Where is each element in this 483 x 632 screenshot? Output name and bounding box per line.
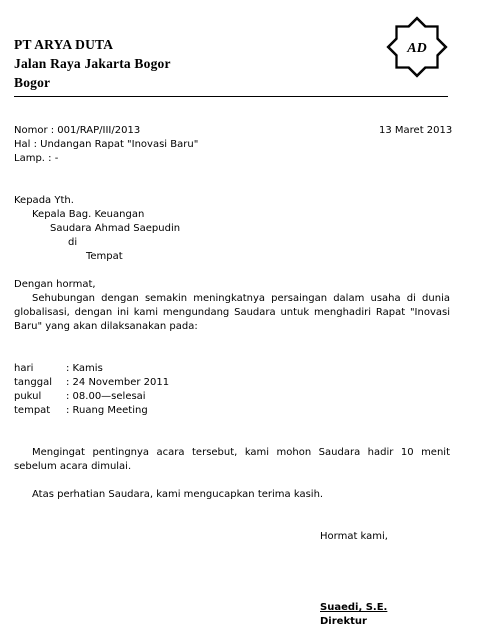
company-name: PT ARYA DUTA xyxy=(14,37,114,52)
recipient-place: Tempat xyxy=(86,251,123,262)
letterhead-divider xyxy=(14,96,448,97)
logo-text: AD xyxy=(407,41,427,56)
detail-label: hari xyxy=(14,363,34,374)
greeting: Dengan hormat, xyxy=(14,279,96,290)
detail-value: : Kamis xyxy=(66,363,103,374)
detail-row xyxy=(14,404,148,417)
detail-row xyxy=(14,390,146,403)
recipient-di: di xyxy=(68,237,78,248)
letter-attachment: Lamp. : - xyxy=(14,153,59,164)
detail-value: : Ruang Meeting xyxy=(66,405,148,416)
detail-value: : 24 November 2011 xyxy=(66,377,170,388)
thanks-paragraph: Atas perhatian Saudara, kami mengucapkan terima kasih. xyxy=(32,489,324,500)
letter-number: Nomor : 001/RAP/III/2013 xyxy=(14,125,141,136)
star-logo-icon xyxy=(384,14,450,80)
signatory-name: Suaedi, S.E. xyxy=(320,602,388,613)
detail-value: : 08.00—selesai xyxy=(66,391,146,402)
recipient-position: Kepala Bag. Keuangan xyxy=(32,209,145,220)
recipient-name: Saudara Ahmad Saepudin xyxy=(50,223,181,234)
body-paragraph: Sehubungan dengan semakin meningkatnya persaingan dalam usaha di dunia globalisasi, dengan ini kami mengundang Saudara untuk menghadiri Rapat "Inovasi Baru" yang akan dilaksanakan pada: xyxy=(14,293,450,332)
closing-greeting: Hormat kami, xyxy=(320,531,388,542)
company-address-line2: Bogor xyxy=(14,75,51,90)
detail-row xyxy=(14,376,169,389)
letter-subject: Hal : Undangan Rapat "Inovasi Baru" xyxy=(14,139,199,150)
closing-paragraph: Mengingat pentingnya acara tersebut, kami mohon Saudara hadir 10 menit sebelum acara dimulai. xyxy=(14,447,450,472)
detail-label: pukul xyxy=(14,391,42,402)
detail-row xyxy=(14,362,103,375)
signatory-title: Direktur xyxy=(320,616,367,627)
recipient-salutation: Kepada Yth. xyxy=(14,195,74,206)
detail-label: tanggal xyxy=(14,377,52,388)
detail-label: tempat xyxy=(14,405,51,416)
company-logo xyxy=(384,14,450,80)
letter-date: 13 Maret 2013 xyxy=(379,125,453,136)
company-address-line1: Jalan Raya Jakarta Bogor xyxy=(14,56,171,71)
